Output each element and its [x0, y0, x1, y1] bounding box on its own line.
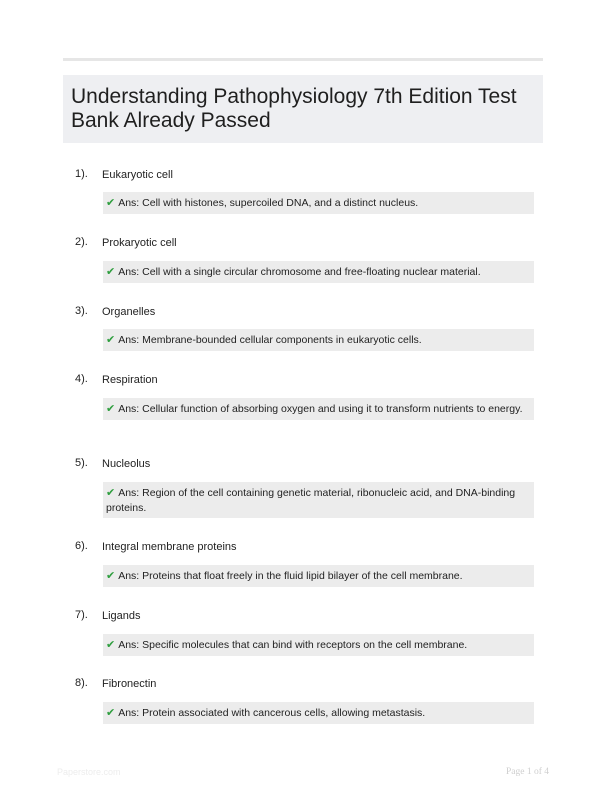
question-term: Respiration — [102, 374, 158, 386]
answer-box — [103, 329, 534, 351]
answer-box — [103, 634, 534, 656]
check-icon: ✔ — [106, 265, 116, 278]
question-term: Prokaryotic cell — [102, 237, 177, 249]
answer-box — [103, 565, 534, 587]
answer-text: Ans: Proteins that float freely in the fluid lipid bilayer of the cell membrane. — [118, 570, 463, 582]
answer-text: Ans: Cell with histones, supercoiled DNA, and a distinct nucleus. — [118, 197, 419, 209]
answer-text: Ans: Specific molecules that can bind with receptors on the cell membrane. — [118, 639, 468, 651]
answer-box — [103, 192, 534, 214]
question-number: 7). — [75, 609, 88, 621]
answer-box — [103, 261, 534, 283]
answer-box — [103, 702, 534, 724]
question-number: 5). — [75, 457, 88, 469]
answer-box — [103, 398, 534, 420]
question-number: 6). — [75, 540, 88, 552]
question-number: 3). — [75, 305, 88, 317]
check-icon: ✔ — [106, 569, 116, 582]
top-divider — [63, 58, 543, 61]
question-term: Eukaryotic cell — [102, 169, 173, 181]
check-icon: ✔ — [106, 706, 116, 719]
check-icon: ✔ — [106, 486, 116, 499]
check-icon: ✔ — [106, 638, 116, 651]
title-banner — [63, 75, 543, 143]
answer-text: Ans: Region of the cell containing genetic material, ribonucleic acid, and DNA-binding proteins. — [106, 487, 516, 514]
answer-text: Ans: Cellular function of absorbing oxygen and using it to transform nutrients to energy. — [118, 403, 523, 415]
question-term: Ligands — [102, 610, 141, 622]
answer-box — [103, 482, 534, 518]
question-number: 2). — [75, 236, 88, 248]
question-term: Integral membrane proteins — [102, 541, 237, 553]
document-title: Understanding Pathophysiology 7th Edition Test Bank Already Passed — [71, 85, 517, 132]
check-icon: ✔ — [106, 196, 116, 209]
question-number: 4). — [75, 373, 88, 385]
page-indicator: Page 1 of 4 — [505, 767, 549, 777]
answer-text: Ans: Protein associated with cancerous cells, allowing metastasis. — [118, 707, 426, 719]
question-term: Organelles — [102, 306, 156, 318]
question-number: 1). — [75, 168, 88, 180]
question-term: Fibronectin — [102, 678, 157, 690]
check-icon: ✔ — [106, 333, 116, 346]
footer-watermark: Paperstore.com — [57, 767, 121, 777]
check-icon: ✔ — [106, 402, 116, 415]
question-term: Nucleolus — [102, 458, 151, 470]
question-number: 8). — [75, 677, 88, 689]
answer-text: Ans: Membrane-bounded cellular components in eukaryotic cells. — [118, 334, 422, 346]
answer-text: Ans: Cell with a single circular chromosome and free-floating nuclear material. — [118, 266, 481, 278]
